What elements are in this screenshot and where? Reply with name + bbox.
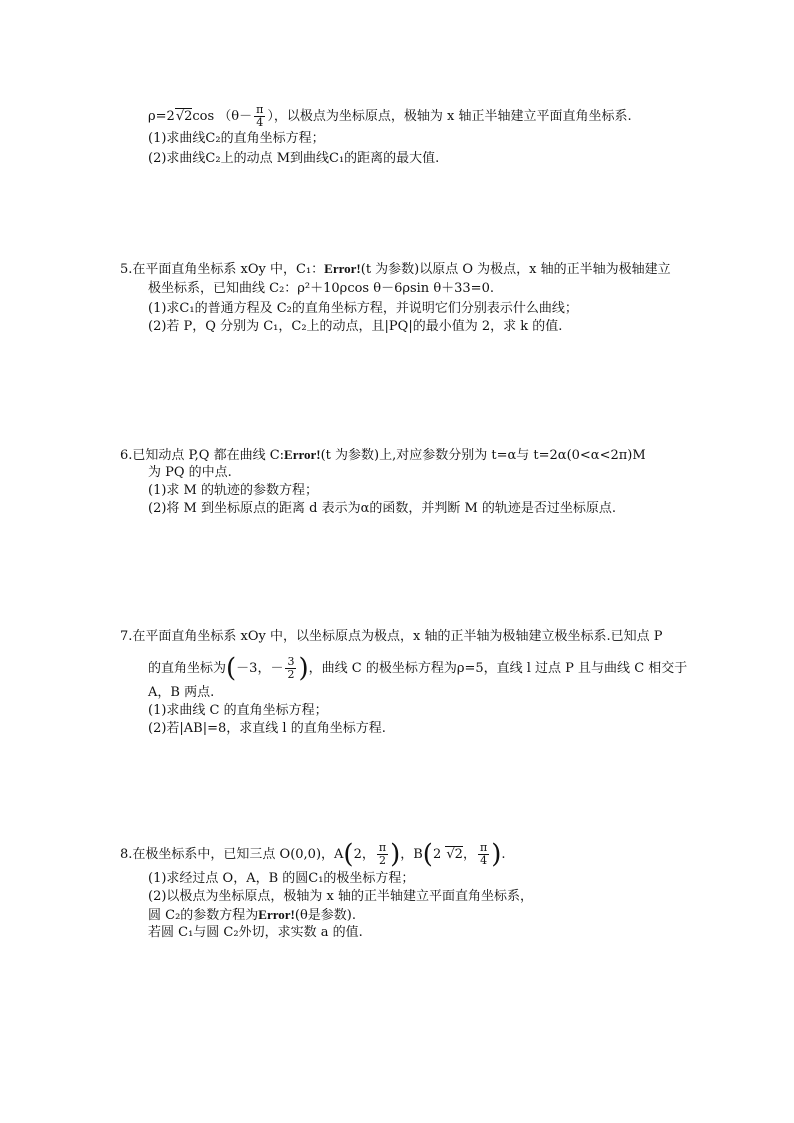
text: －3，－: [236, 661, 284, 676]
numerator: π: [479, 841, 488, 854]
text: 的直角坐标为: [148, 661, 227, 676]
text: .: [501, 847, 506, 862]
sqrt-value: 2: [454, 847, 463, 862]
p7-q2: (2)若|AB|=8，求直线 l 的直角坐标方程.: [148, 721, 386, 736]
left-paren: (: [343, 839, 354, 870]
fraction: [254, 104, 265, 129]
p6-line2: 为 PQ 的中点.: [148, 465, 232, 480]
left-paren: (: [422, 839, 433, 870]
text: cos （θ－: [192, 109, 253, 124]
p7-line2: [148, 653, 688, 684]
p5-line2: 极坐标系，已知曲线 C₂：ρ²＋10ρcos θ－6ρsin θ＋33=0.: [148, 281, 494, 296]
text: (t 为参数)上,对应参数分别为 t=α与 t=2α(0<α<2π)M: [320, 448, 646, 463]
denominator: 4: [256, 116, 264, 129]
text: ，B: [400, 847, 423, 862]
p5-q2: (2)若 P，Q 分别为 C₁，C₂上的动点，且|PQ|的最小值为 2，求 k 的值.: [148, 319, 563, 334]
text: ，曲线 C 的极坐标方程为ρ=5，直线 l 过点 P 且与曲线 C 相交于: [308, 661, 688, 676]
text: 2，: [353, 847, 375, 862]
fraction: [478, 842, 489, 867]
error-text: Error!: [324, 261, 361, 276]
p8-q1: (1)求经过点 O，A，B 的圆C₁的极坐标方程；: [148, 871, 415, 886]
p6-q2: (2)将 M 到坐标原点的距离 d 表示为α的函数，并判断 M 的轨迹是否过坐标原点.: [148, 501, 617, 516]
text: 6.已知动点 P,Q 都在曲线 C:: [120, 448, 285, 463]
numerator: π: [378, 841, 387, 854]
right-paren: ): [390, 839, 401, 870]
error-text: Error!: [258, 907, 295, 922]
fraction: [285, 656, 296, 681]
text: 5.在平面直角坐标系 xOy 中，C₁：: [120, 262, 325, 277]
right-paren: ): [298, 653, 309, 684]
p6-line1: [120, 446, 646, 465]
text: (θ是参数).: [294, 908, 356, 923]
numerator: π: [256, 103, 264, 116]
right-paren: ): [491, 839, 502, 870]
p8-line1: [120, 839, 506, 870]
fraction: [377, 842, 388, 867]
text: 2: [432, 847, 446, 862]
p8-q2b: [148, 906, 356, 925]
sqrt: √2: [446, 847, 463, 862]
text: 圆 C₂的参数方程为: [148, 908, 259, 923]
p4-q2: (2)求曲线C₂上的动点 M到曲线C₁的距离的最大值.: [148, 151, 440, 166]
error-text: Error!: [284, 447, 321, 462]
denominator: 2: [378, 854, 386, 867]
text: ，: [462, 847, 476, 862]
p5-line1: [120, 260, 671, 279]
p6-q1: (1)求 M 的轨迹的参数方程；: [148, 483, 318, 498]
p7-q1: (1)求曲线 C 的直角坐标方程；: [148, 703, 328, 718]
p4-q1: (1)求曲线C₂的直角坐标方程；: [148, 131, 325, 146]
numerator: 3: [287, 655, 295, 668]
left-paren: (: [226, 653, 237, 684]
denominator: 4: [480, 854, 488, 867]
p5-q1: (1)求C₁的普通方程及 C₂的直角坐标方程，并说明它们分别表示什么曲线；: [148, 301, 578, 316]
denominator: 2: [287, 668, 295, 681]
text: ），以极点为坐标原点，极轴为 x 轴正半轴建立平面直角坐标系.: [267, 109, 632, 124]
p8-q2: (2)以极点为坐标原点，极轴为 x 轴的正半轴建立平面直角坐标系，: [148, 889, 534, 904]
sqrt: √2: [175, 109, 193, 124]
p8-q3: 若圆 C₁与圆 C₂外切，求实数 a 的值.: [148, 925, 363, 940]
p4-line1: [148, 104, 632, 129]
text: (t 为参数)以原点 O 为极点，x 轴的正半轴为极轴建立: [360, 262, 671, 277]
p7-line3: A，B 两点.: [148, 685, 215, 700]
p7-line1: 7.在平面直角坐标系 xOy 中，以坐标原点为极点，x 轴的正半轴为极轴建立极坐标系.已知点 P: [120, 629, 663, 644]
sqrt-value: 2: [184, 109, 193, 124]
text: ρ=2: [148, 109, 175, 124]
text: 8.在极坐标系中，已知三点 O(0,0)，A: [120, 847, 344, 862]
